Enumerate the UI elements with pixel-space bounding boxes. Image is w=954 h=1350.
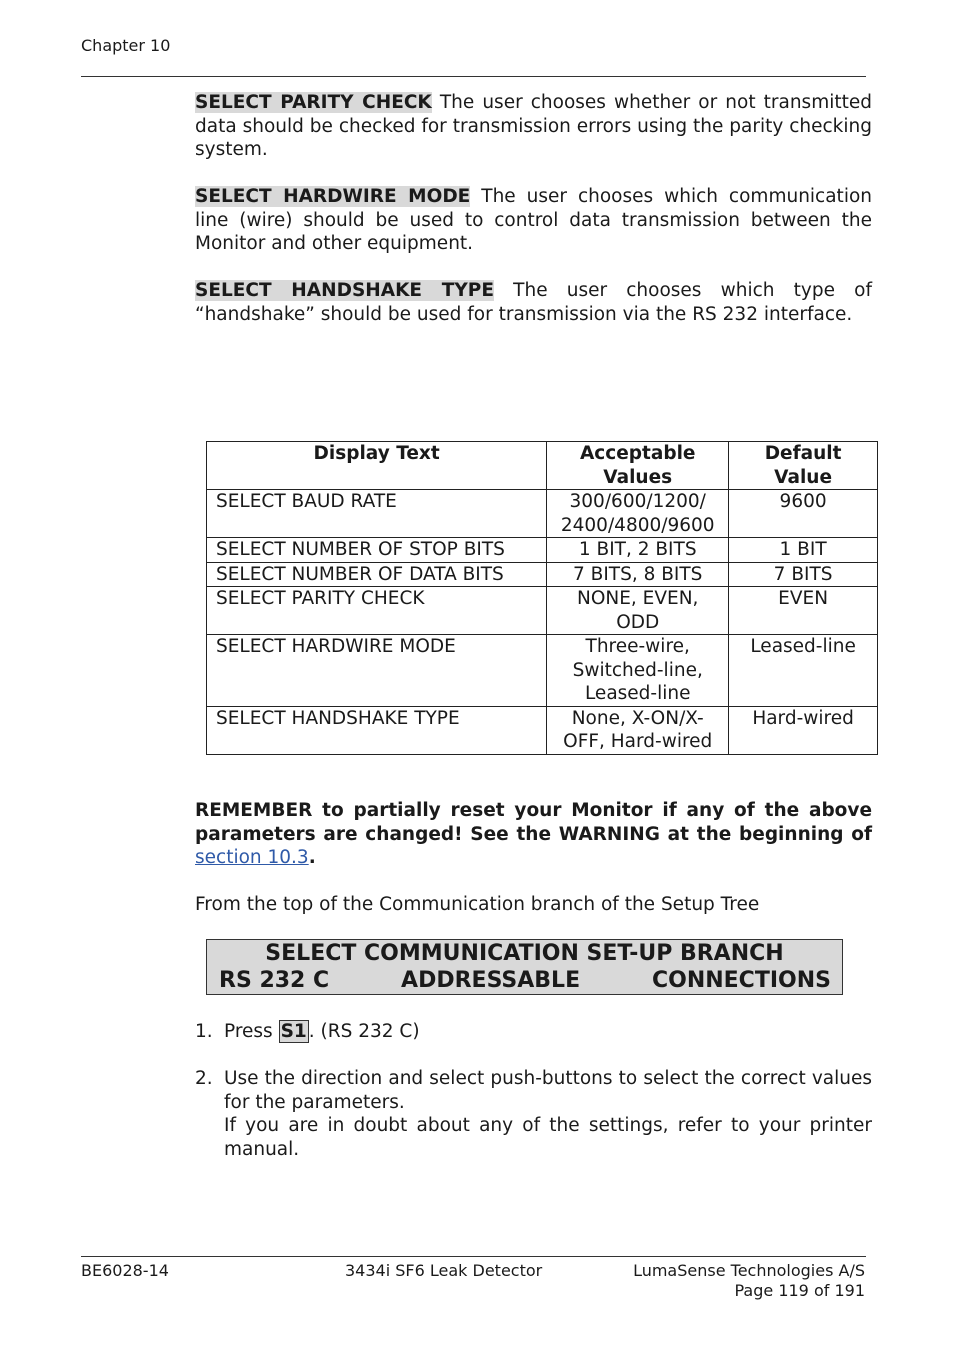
table-cell: SELECT HANDSHAKE TYPE (207, 706, 547, 754)
table-row (207, 490, 878, 538)
table-cell: 7 BITS, 8 BITS (547, 562, 729, 587)
column-header-default-value: Default Value (729, 442, 878, 490)
table-row (207, 538, 878, 563)
table-row (207, 635, 878, 707)
remember-text: REMEMBER to partially reset your Monitor if any of the above parameters are changed! See the WARNING at the beginning of (195, 800, 872, 845)
remember-warning (195, 799, 872, 870)
column-header-acceptable-values: Acceptable Values (547, 442, 729, 490)
table-cell: SELECT BAUD RATE (207, 490, 547, 538)
table-cell: NONE, EVEN, ODD (547, 587, 729, 635)
table-cell: 300/600/1200/ 2400/4800/9600 (547, 490, 729, 538)
table-cell: Three-wire, Switched-line, Leased-line (547, 635, 729, 707)
setup-branch-display (206, 939, 843, 995)
parameters-table (206, 441, 878, 755)
table-cell: 9600 (729, 490, 878, 538)
footer-company: LumaSense Technologies A/S (633, 1261, 865, 1280)
term-label: SELECT HANDSHAKE TYPE (195, 280, 494, 301)
table-cell: SELECT HARDWIRE MODE (207, 635, 547, 707)
table-cell: Hard-wired (729, 706, 878, 754)
step-1 (224, 1020, 872, 1044)
table-cell: None, X-ON/X-OFF, Hard-wired (547, 706, 729, 754)
term-description: The user chooses which type of “handshake” should be used for transmission via the RS 232 interface. (195, 280, 872, 325)
footer-company-block (560, 1261, 865, 1301)
branch-title: SELECT COMMUNICATION SET-UP BRANCH (265, 941, 784, 966)
table-cell: SELECT NUMBER OF STOP BITS (207, 538, 547, 563)
step-number: 1. (195, 1021, 213, 1042)
s1-key: S1 (280, 1021, 307, 1042)
table-cell: SELECT PARITY CHECK (207, 587, 547, 635)
table-row (207, 587, 878, 635)
table-header-row (207, 442, 878, 490)
table-cell: EVEN (729, 587, 878, 635)
table-cell: 7 BITS (729, 562, 878, 587)
step-number: 2. (195, 1068, 213, 1089)
table-cell: 1 BIT, 2 BITS (547, 538, 729, 563)
footer-page-number: Page 119 of 191 (734, 1281, 865, 1300)
term-description: The user chooses whether or not transmitted data should be checked for transmission errors using the parity checking system. (195, 92, 872, 160)
term-label: SELECT HARDWIRE MODE (195, 186, 471, 207)
table-cell: SELECT NUMBER OF DATA BITS (207, 562, 547, 587)
remember-end: . (308, 847, 316, 868)
step-2 (224, 1067, 872, 1161)
table-row (207, 706, 878, 754)
footer-rule (81, 1256, 866, 1257)
option-connections: CONNECTIONS (651, 968, 831, 993)
step-text: Press (224, 1021, 279, 1042)
table-cell: Leased-line (729, 635, 878, 707)
header-rule (81, 76, 866, 77)
term-description: The user chooses which communication line (wire) should be used to control data transmission between the Monitor and other equipment. (195, 186, 872, 254)
section-link[interactable]: section 10.3 (195, 847, 309, 868)
footer-doc-id: BE6028-14 (81, 1261, 169, 1280)
table-cell: 1 BIT (729, 538, 878, 563)
chapter-header: Chapter 10 (81, 36, 171, 55)
table-row (207, 562, 878, 587)
term-label: SELECT PARITY CHECK (195, 92, 432, 113)
branch-options (207, 967, 842, 994)
definition-hardwire-mode (195, 185, 872, 256)
definition-handshake-type (195, 279, 872, 326)
option-rs232c: RS 232 C (219, 968, 330, 993)
intro-text: From the top of the Communication branch of the Setup Tree (195, 894, 760, 915)
footer-product: 3434i SF6 Leak Detector (345, 1261, 543, 1280)
definition-parity-check (195, 91, 872, 162)
step-text: Use the direction and select push-buttons to select the correct values for the parameters. (224, 1068, 872, 1113)
step-note: If you are in doubt about any of the settings, refer to your printer manual. (224, 1115, 872, 1160)
step-text: . (RS 232 C) (308, 1021, 420, 1042)
column-header-display-text: Display Text (207, 442, 547, 490)
option-addressable: ADDRESSABLE (401, 968, 581, 993)
